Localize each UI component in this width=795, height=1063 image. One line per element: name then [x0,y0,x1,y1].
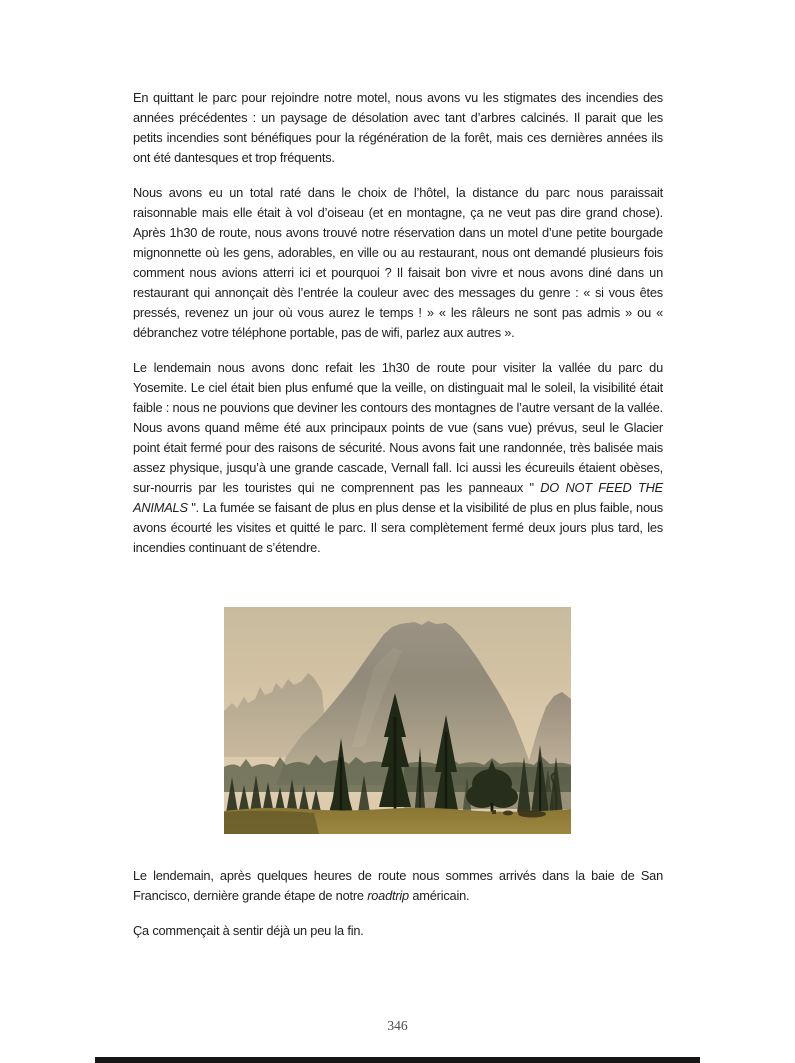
page-number: 346 [387,1018,408,1033]
paragraph: Nous avons eu un total raté dans le choix de l’hôtel, la distance du parc nous paraissait raisonnable mais elle était à vol d’oiseau (et en montagne, ça ne veut pas dire grand chose). Après 1h30 de route, nous avons trouvé notre réservation dans un motel d’une petite bourgade mignonnette où les gens, adorables, en ville ou au restaurant, nous ont demandé plusieurs fois comment nous avions atterri ici et pourquoi ? Il faisait bon vivre et nous avons diné dans un restaurant qui annonçait dès l’entrée la couleur avec des messages du genre : « si vous êtes pressés, revenez un jour où vous aurez le temps ! » « les râleurs ne sont pas admis » ou « débranchez votre téléphone portable, pas de wifi, parlez aux autres ». [133,185,663,340]
paragraph: Le lendemain, après quelques heures de route nous sommes arrivés dans la baie de San Francisco, dernière grande étape de notre roadtrip américain. [133,868,663,903]
photo-meadow-dark-corner [224,811,319,834]
article-text-bottom [133,866,663,941]
paragraph: Le lendemain nous avons donc refait les 1h30 de route pour visiter la vallée du parc du Yosemite. Le ciel était bien plus enfumé que la veille, on distinguait mal le soleil, la visibilité était faible : nous ne pouvions que deviner les contours des montagnes de l’autre versant de la vallée. Nous avons quand même été aux principaux points de vue (sans vue) prévus, seul le Glacier point était fermé pour des raisons de sécurité. Nous avons fait une randonnée, très balisée mais assez physique, jusqu’à une grande cascade, Vernall fall. Ici aussi les écureuils étaient obèses, sur-nourris par les touristes qui ne comprennent pas les panneaux " DO NOT FEED THE ANIMALS ". La fumée se faisant de plus en plus dense et la visibilité de plus en plus faible, nous avons écourté les visites et quitté le parc. Il sera complètement fermé deux jours plus tard, les incendies continuant de s’étendre. [133,360,663,555]
smoky-valley-illustration [224,607,571,834]
paragraph: En quittant le parc pour rejoindre notre motel, nous avons vu les stigmates des incendies des années précédentes : un paysage de désolation avec tant d’arbres calcinés. Il parait que les petits incendies sont bénéfiques pour la régénération de la forêt, mais ces dernières années ils ont été dantesques et trop fréquents. [133,90,663,165]
article-text-top [133,88,663,558]
yosemite-photo [224,607,571,834]
next-page-edge [95,1057,700,1063]
paragraph: Ça commençait à sentir déjà un peu la fin. [133,923,364,938]
